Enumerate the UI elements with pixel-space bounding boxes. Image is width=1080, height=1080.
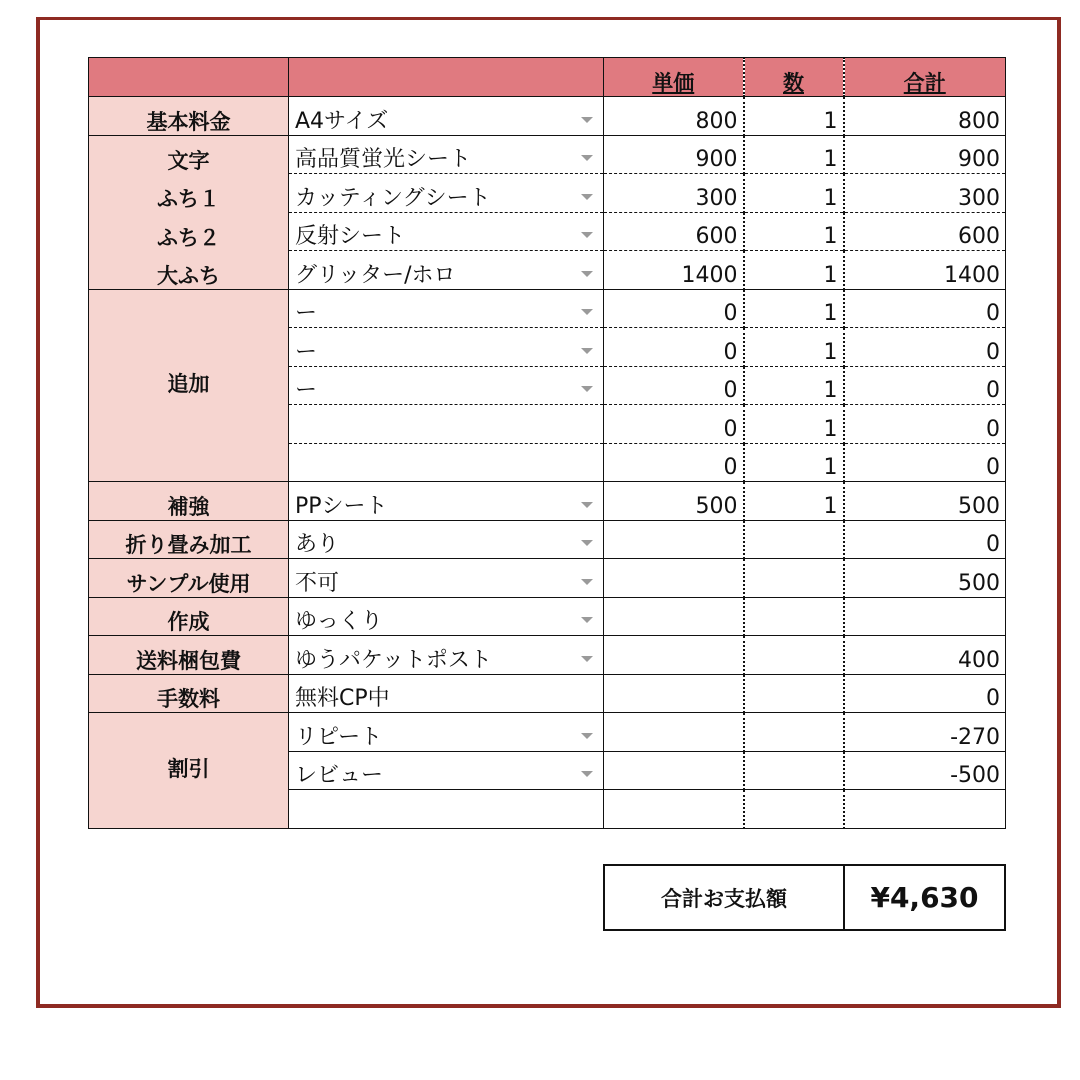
row-total: 600 xyxy=(844,212,1006,251)
quantity[interactable]: 1 xyxy=(744,174,844,213)
chevron-down-icon xyxy=(581,232,593,238)
row-label-reinforce: 補強 xyxy=(89,482,289,521)
item-cell-empty[interactable] xyxy=(289,443,604,482)
chevron-down-icon xyxy=(581,656,593,662)
row-total: 800 xyxy=(844,97,1006,136)
unit-price xyxy=(604,559,744,598)
quantity xyxy=(744,559,844,598)
item-select-sample[interactable]: 不可 xyxy=(289,559,604,598)
table-row xyxy=(89,559,1006,598)
quantity xyxy=(744,597,844,636)
row-total: 900 xyxy=(844,135,1006,174)
quantity[interactable]: 1 xyxy=(744,251,844,290)
unit-price xyxy=(604,597,744,636)
row-label-shipping: 送料梱包費 xyxy=(89,636,289,675)
row-total: 1400 xyxy=(844,251,1006,290)
chevron-down-icon xyxy=(581,386,593,392)
quantity[interactable]: 1 xyxy=(744,328,844,367)
quantity[interactable]: 1 xyxy=(744,366,844,405)
quantity[interactable]: 1 xyxy=(744,405,844,444)
unit-price xyxy=(604,636,744,675)
chevron-down-icon xyxy=(581,617,593,623)
quantity xyxy=(744,674,844,713)
item-select-edge2[interactable]: 反射シート xyxy=(289,212,604,251)
header-row xyxy=(89,58,1006,97)
row-total: 0 xyxy=(844,328,1006,367)
row-total xyxy=(844,597,1006,636)
item-cell-fee: 無料CP中 xyxy=(289,674,604,713)
price-table xyxy=(88,57,1006,829)
item-select-text[interactable]: 高品質蛍光シート xyxy=(289,135,604,174)
chevron-down-icon xyxy=(581,540,593,546)
chevron-down-icon xyxy=(581,348,593,354)
quantity xyxy=(744,790,844,829)
header-blank-label xyxy=(89,58,289,97)
quantity[interactable]: 1 xyxy=(744,135,844,174)
chevron-down-icon xyxy=(581,194,593,200)
unit-price: 300 xyxy=(604,174,744,213)
chevron-down-icon xyxy=(581,117,593,123)
item-cell-empty[interactable] xyxy=(289,790,604,829)
table-row xyxy=(89,597,1006,636)
item-select-extra[interactable]: ー xyxy=(289,366,604,405)
header-price: 単価 xyxy=(604,58,744,97)
total-payment-label: 合計お支払額 xyxy=(605,866,845,929)
quantity[interactable]: 1 xyxy=(744,97,844,136)
unit-price: 0 xyxy=(604,366,744,405)
unit-price: 900 xyxy=(604,135,744,174)
item-cell-empty[interactable] xyxy=(289,405,604,444)
item-select-shipping[interactable]: ゆうパケットポスト xyxy=(289,636,604,675)
unit-price xyxy=(604,713,744,752)
table-row xyxy=(89,636,1006,675)
header-total: 合計 xyxy=(844,58,1006,97)
row-total xyxy=(844,790,1006,829)
quantity xyxy=(744,636,844,675)
unit-price: 0 xyxy=(604,443,744,482)
item-select-edge1[interactable]: カッティングシート xyxy=(289,174,604,213)
unit-price: 800 xyxy=(604,97,744,136)
item-select-reinforce[interactable]: PPシート xyxy=(289,482,604,521)
row-label-big-edge: 大ふち xyxy=(89,251,289,290)
unit-price xyxy=(604,790,744,829)
row-total: 0 xyxy=(844,443,1006,482)
row-total: 500 xyxy=(844,559,1006,598)
row-total: 0 xyxy=(844,366,1006,405)
unit-price xyxy=(604,674,744,713)
quantity[interactable]: 1 xyxy=(744,212,844,251)
row-label-extra: 追加 xyxy=(89,289,289,482)
table-row xyxy=(89,289,1006,328)
item-select-extra[interactable]: ー xyxy=(289,289,604,328)
table-row xyxy=(89,520,1006,559)
unit-price xyxy=(604,751,744,790)
row-label-edge1: ふち１ xyxy=(89,174,289,213)
quantity[interactable]: 1 xyxy=(744,443,844,482)
row-label-fee: 手数料 xyxy=(89,674,289,713)
row-total: 0 xyxy=(844,289,1006,328)
unit-price: 500 xyxy=(604,482,744,521)
item-select-big-edge[interactable]: グリッター/ホロ xyxy=(289,251,604,290)
table-row xyxy=(89,135,1006,174)
chevron-down-icon xyxy=(581,502,593,508)
item-select-production[interactable]: ゆっくり xyxy=(289,597,604,636)
row-label-edge2: ふち２ xyxy=(89,212,289,251)
quantity xyxy=(744,751,844,790)
row-label-folding: 折り畳み加工 xyxy=(89,520,289,559)
row-label-text: 文字 xyxy=(89,135,289,174)
table-row xyxy=(89,97,1006,136)
total-payment-box xyxy=(603,864,1006,931)
unit-price: 0 xyxy=(604,328,744,367)
item-select-folding[interactable]: あり xyxy=(289,520,604,559)
row-total: 0 xyxy=(844,520,1006,559)
total-payment-value: ¥4,630 xyxy=(870,881,979,914)
header-qty: 数 xyxy=(744,58,844,97)
row-total: -500 xyxy=(844,751,1006,790)
table-row xyxy=(89,482,1006,521)
chevron-down-icon xyxy=(581,579,593,585)
item-select-basic[interactable]: A4サイズ xyxy=(289,97,604,136)
row-label-discount: 割引 xyxy=(89,713,289,829)
item-select-discount[interactable]: リピート xyxy=(289,713,604,752)
table-row xyxy=(89,713,1006,752)
quantity[interactable]: 1 xyxy=(744,289,844,328)
table-row xyxy=(89,174,1006,213)
chevron-down-icon xyxy=(581,771,593,777)
row-label-sample: サンプル使用 xyxy=(89,559,289,598)
unit-price: 0 xyxy=(604,289,744,328)
table-row xyxy=(89,251,1006,290)
item-select-discount[interactable]: レビュー xyxy=(289,751,604,790)
chevron-down-icon xyxy=(581,733,593,739)
row-total: 0 xyxy=(844,405,1006,444)
quantity[interactable]: 1 xyxy=(744,482,844,521)
row-total: 0 xyxy=(844,674,1006,713)
row-label-production: 作成 xyxy=(89,597,289,636)
header-blank-item xyxy=(289,58,604,97)
row-total: -270 xyxy=(844,713,1006,752)
row-total: 300 xyxy=(844,174,1006,213)
chevron-down-icon xyxy=(581,271,593,277)
unit-price: 600 xyxy=(604,212,744,251)
table-row xyxy=(89,212,1006,251)
table-row xyxy=(89,674,1006,713)
quantity xyxy=(744,713,844,752)
unit-price: 1400 xyxy=(604,251,744,290)
quantity xyxy=(744,520,844,559)
row-total: 400 xyxy=(844,636,1006,675)
unit-price: 0 xyxy=(604,405,744,444)
item-select-extra[interactable]: ー xyxy=(289,328,604,367)
row-label-basic: 基本料金 xyxy=(89,97,289,136)
unit-price xyxy=(604,520,744,559)
chevron-down-icon xyxy=(581,155,593,161)
chevron-down-icon xyxy=(581,309,593,315)
row-total: 500 xyxy=(844,482,1006,521)
